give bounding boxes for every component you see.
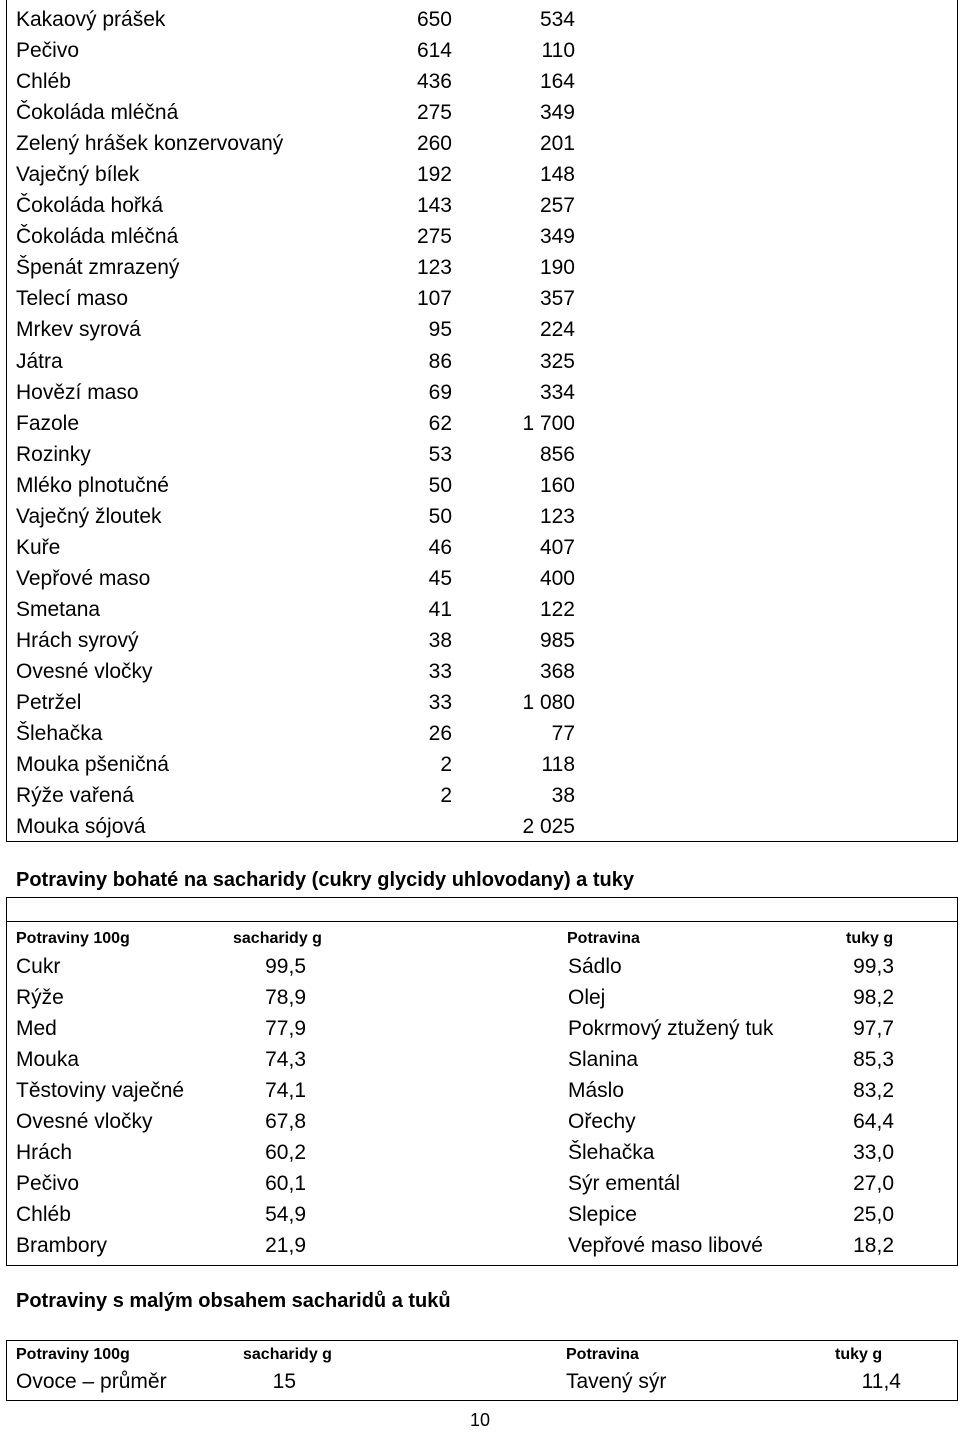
value-1: 69	[428, 380, 452, 404]
table-right-border	[957, 0, 958, 842]
fat-value: 99,3	[853, 955, 894, 978]
value-1: 41	[428, 597, 452, 621]
carbs-value: 21,9	[265, 1234, 306, 1257]
food-name: Brambory	[16, 1234, 108, 1257]
value-1: 614	[416, 39, 452, 63]
food-name: Rýže	[16, 986, 64, 1009]
value-1: 53	[428, 442, 452, 466]
section-heading-carbs-fats: Potraviny bohaté na sacharidy (cukry glycidy uhlovodany) a tuky	[16, 869, 634, 891]
table-row	[0, 749, 960, 780]
value-1: 2	[440, 753, 452, 777]
food-name: Játra	[16, 349, 63, 373]
food-name: Zelený hrášek konzervovaný	[16, 132, 284, 156]
value-1: 26	[428, 722, 452, 746]
table-right-border	[957, 1340, 958, 1401]
food-name: Mouka	[16, 1048, 80, 1071]
column-header-food2: Potravina	[566, 1346, 639, 1363]
carbs-value: 77,9	[265, 1017, 306, 1040]
table-row	[0, 532, 960, 563]
table-row	[0, 408, 960, 439]
food-name: Kuře	[16, 535, 61, 559]
table-row	[0, 252, 960, 283]
column-header-fat: tuky g	[835, 1346, 883, 1363]
value-1: 650	[416, 8, 452, 31]
food-name: Špenát zmrazený	[16, 256, 180, 280]
food-name: Kakaový prášek	[16, 8, 166, 31]
fat-value: 97,7	[853, 1017, 894, 1040]
carbs-value: 74,1	[265, 1079, 306, 1102]
table-row	[0, 377, 960, 408]
table-bottom-border	[6, 841, 958, 842]
value-2: 160	[539, 473, 575, 497]
food-name: Mouka pšeničná	[16, 753, 169, 777]
food-name: Čokoláda mléčná	[16, 101, 179, 125]
section-heading-low: Potraviny s malým obsahem sacharidů a tuků	[16, 1290, 451, 1312]
value-1: 33	[428, 659, 452, 683]
value-1: 143	[416, 194, 452, 218]
food-name: Čokoláda mléčná	[16, 225, 179, 249]
food-name: Chléb	[16, 1203, 71, 1226]
food2-name: Olej	[568, 986, 606, 1009]
value-2: 224	[539, 318, 575, 342]
fat-value: 64,4	[853, 1110, 894, 1133]
table-row	[0, 346, 960, 377]
value-1: 95	[428, 318, 452, 342]
food-name: Vaječný bílek	[16, 163, 140, 187]
food-name: Hovězí maso	[16, 380, 139, 404]
food-name: Med	[16, 1017, 57, 1040]
value-2: 190	[539, 256, 575, 280]
table-bottom-border	[6, 1400, 958, 1401]
food-name: Smetana	[16, 597, 101, 621]
fat-value: 25,0	[853, 1203, 894, 1226]
value-2: 118	[541, 753, 575, 777]
food-name: Rozinky	[16, 442, 91, 466]
table-row	[0, 470, 960, 501]
table-top-border	[6, 921, 958, 922]
carbs-value: 78,9	[265, 986, 306, 1009]
food2-name: Slanina	[568, 1048, 639, 1071]
value-1: 50	[428, 504, 452, 528]
table-row	[0, 718, 960, 749]
table-left-border	[6, 0, 7, 842]
value-1: 33	[428, 691, 452, 715]
table-row	[0, 625, 960, 656]
table-left-border	[6, 1340, 7, 1401]
value-1: 50	[428, 473, 452, 497]
value-2: 38	[551, 784, 575, 808]
food2-name: Tavený sýr	[566, 1370, 667, 1393]
value-2: 349	[539, 101, 575, 125]
value-1: 46	[428, 535, 452, 559]
value-2: 2 025	[522, 815, 575, 839]
food-name: Mouka sójová	[16, 815, 146, 839]
value-1: 2	[440, 784, 452, 808]
food2-name: Vepřové maso libové	[568, 1234, 763, 1257]
food-name: Cukr	[16, 955, 61, 978]
table-row	[0, 594, 960, 625]
value-2: 201	[539, 132, 575, 156]
value-1: 275	[416, 101, 452, 125]
value-2: 110	[541, 39, 575, 63]
value-2: 407	[539, 535, 575, 559]
value-2: 534	[539, 8, 575, 31]
value-2: 1 700	[522, 411, 575, 435]
value-1: 107	[416, 287, 452, 311]
food-name: Ovesné vločky	[16, 1110, 153, 1133]
section-divider	[6, 897, 958, 898]
value-2: 148	[539, 163, 575, 187]
food-name: Rýže vařená	[16, 784, 134, 808]
table-row	[0, 687, 960, 718]
table-row	[0, 4, 960, 35]
value-2: 400	[539, 566, 575, 590]
table-row	[0, 35, 960, 66]
value-1: 260	[416, 132, 452, 156]
page-number: 10	[469, 1410, 491, 1430]
value-2: 257	[539, 194, 575, 218]
value-2: 856	[539, 442, 575, 466]
table-row	[0, 439, 960, 470]
value-2: 164	[539, 70, 575, 94]
food-name: Fazole	[16, 411, 80, 435]
food-name: Telecí maso	[16, 287, 129, 311]
value-2: 123	[539, 504, 575, 528]
food-name: Čokoláda hořká	[16, 194, 164, 218]
carbs-value: 15	[272, 1370, 296, 1393]
table-row	[0, 656, 960, 687]
table-row	[0, 563, 960, 594]
carbs-value: 99,5	[265, 955, 306, 978]
table-row	[0, 780, 960, 811]
table-row	[0, 66, 960, 97]
food-name: Šlehačka	[16, 722, 103, 746]
food-name: Mléko plnotučné	[16, 473, 169, 497]
column-header-carbs: sacharidy g	[233, 930, 322, 947]
table-bottom-border	[6, 1265, 958, 1266]
food-name: Ovoce – průměr	[16, 1370, 167, 1393]
fat-value: 18,2	[853, 1234, 894, 1257]
food2-name: Pokrmový ztužený tuk	[568, 1017, 774, 1040]
value-1: 436	[416, 70, 452, 94]
carbs-value: 60,2	[265, 1141, 306, 1164]
table-row	[0, 190, 960, 221]
value-2: 334	[539, 380, 575, 404]
value-2: 325	[539, 349, 575, 373]
value-1: 38	[428, 628, 452, 652]
carbs-value: 54,9	[265, 1203, 306, 1226]
food-table	[0, 4, 960, 842]
value-1: 45	[428, 566, 452, 590]
fat-value: 11,4	[861, 1370, 901, 1393]
carbs-value: 67,8	[265, 1110, 306, 1133]
value-2: 122	[539, 597, 575, 621]
table-row	[0, 283, 960, 314]
food2-name: Ořechy	[568, 1110, 636, 1133]
table-top-border	[6, 1340, 958, 1341]
column-header-carbs: sacharidy g	[243, 1346, 332, 1363]
carbs-value: 74,3	[265, 1048, 306, 1071]
table-right-border	[957, 897, 958, 1266]
food-name: Pečivo	[16, 1172, 80, 1195]
fat-value: 27,0	[853, 1172, 894, 1195]
table-row	[0, 97, 960, 128]
food-name: Hrách syrový	[16, 628, 139, 652]
food2-name: Sádlo	[568, 955, 622, 978]
food-name: Těstoviny vaječné	[16, 1079, 185, 1102]
table-row	[0, 159, 960, 190]
food-name: Petržel	[16, 691, 82, 715]
value-1: 275	[416, 225, 452, 249]
table-left-border	[6, 897, 7, 1266]
food2-name: Máslo	[568, 1079, 625, 1102]
value-2: 77	[551, 722, 575, 746]
food2-name: Slepice	[568, 1203, 637, 1226]
food2-name: Šlehačka	[568, 1141, 655, 1164]
value-1: 62	[428, 411, 452, 435]
food-name: Vepřové maso	[16, 566, 151, 590]
fat-value: 83,2	[853, 1079, 894, 1102]
column-header-fat: tuky g	[846, 930, 894, 947]
food-name: Chléb	[16, 70, 71, 94]
food-name: Mrkev syrová	[16, 318, 141, 342]
value-2: 349	[539, 225, 575, 249]
fat-value: 33,0	[853, 1141, 894, 1164]
table-row	[0, 501, 960, 532]
column-header-food: Potraviny 100g	[16, 1346, 130, 1363]
food-name: Ovesné vločky	[16, 659, 153, 683]
fat-value: 85,3	[853, 1048, 894, 1071]
table-row	[0, 811, 960, 842]
table-row	[0, 314, 960, 345]
value-2: 985	[539, 628, 575, 652]
food-name: Pečivo	[16, 39, 80, 63]
table-row	[0, 221, 960, 252]
food2-name: Sýr ementál	[568, 1172, 681, 1195]
value-1: 192	[416, 163, 452, 187]
column-header-food2: Potravina	[567, 930, 640, 947]
food-name: Vaječný žloutek	[16, 504, 162, 528]
table-row	[0, 128, 960, 159]
column-header-food: Potraviny 100g	[16, 930, 130, 947]
value-2: 357	[539, 287, 575, 311]
carbs-value: 60,1	[265, 1172, 306, 1195]
food-name: Hrách	[16, 1141, 73, 1164]
value-2: 368	[539, 659, 575, 683]
value-1: 123	[416, 256, 452, 280]
value-1: 86	[428, 349, 452, 373]
fat-value: 98,2	[853, 986, 894, 1009]
value-2: 1 080	[522, 691, 575, 715]
